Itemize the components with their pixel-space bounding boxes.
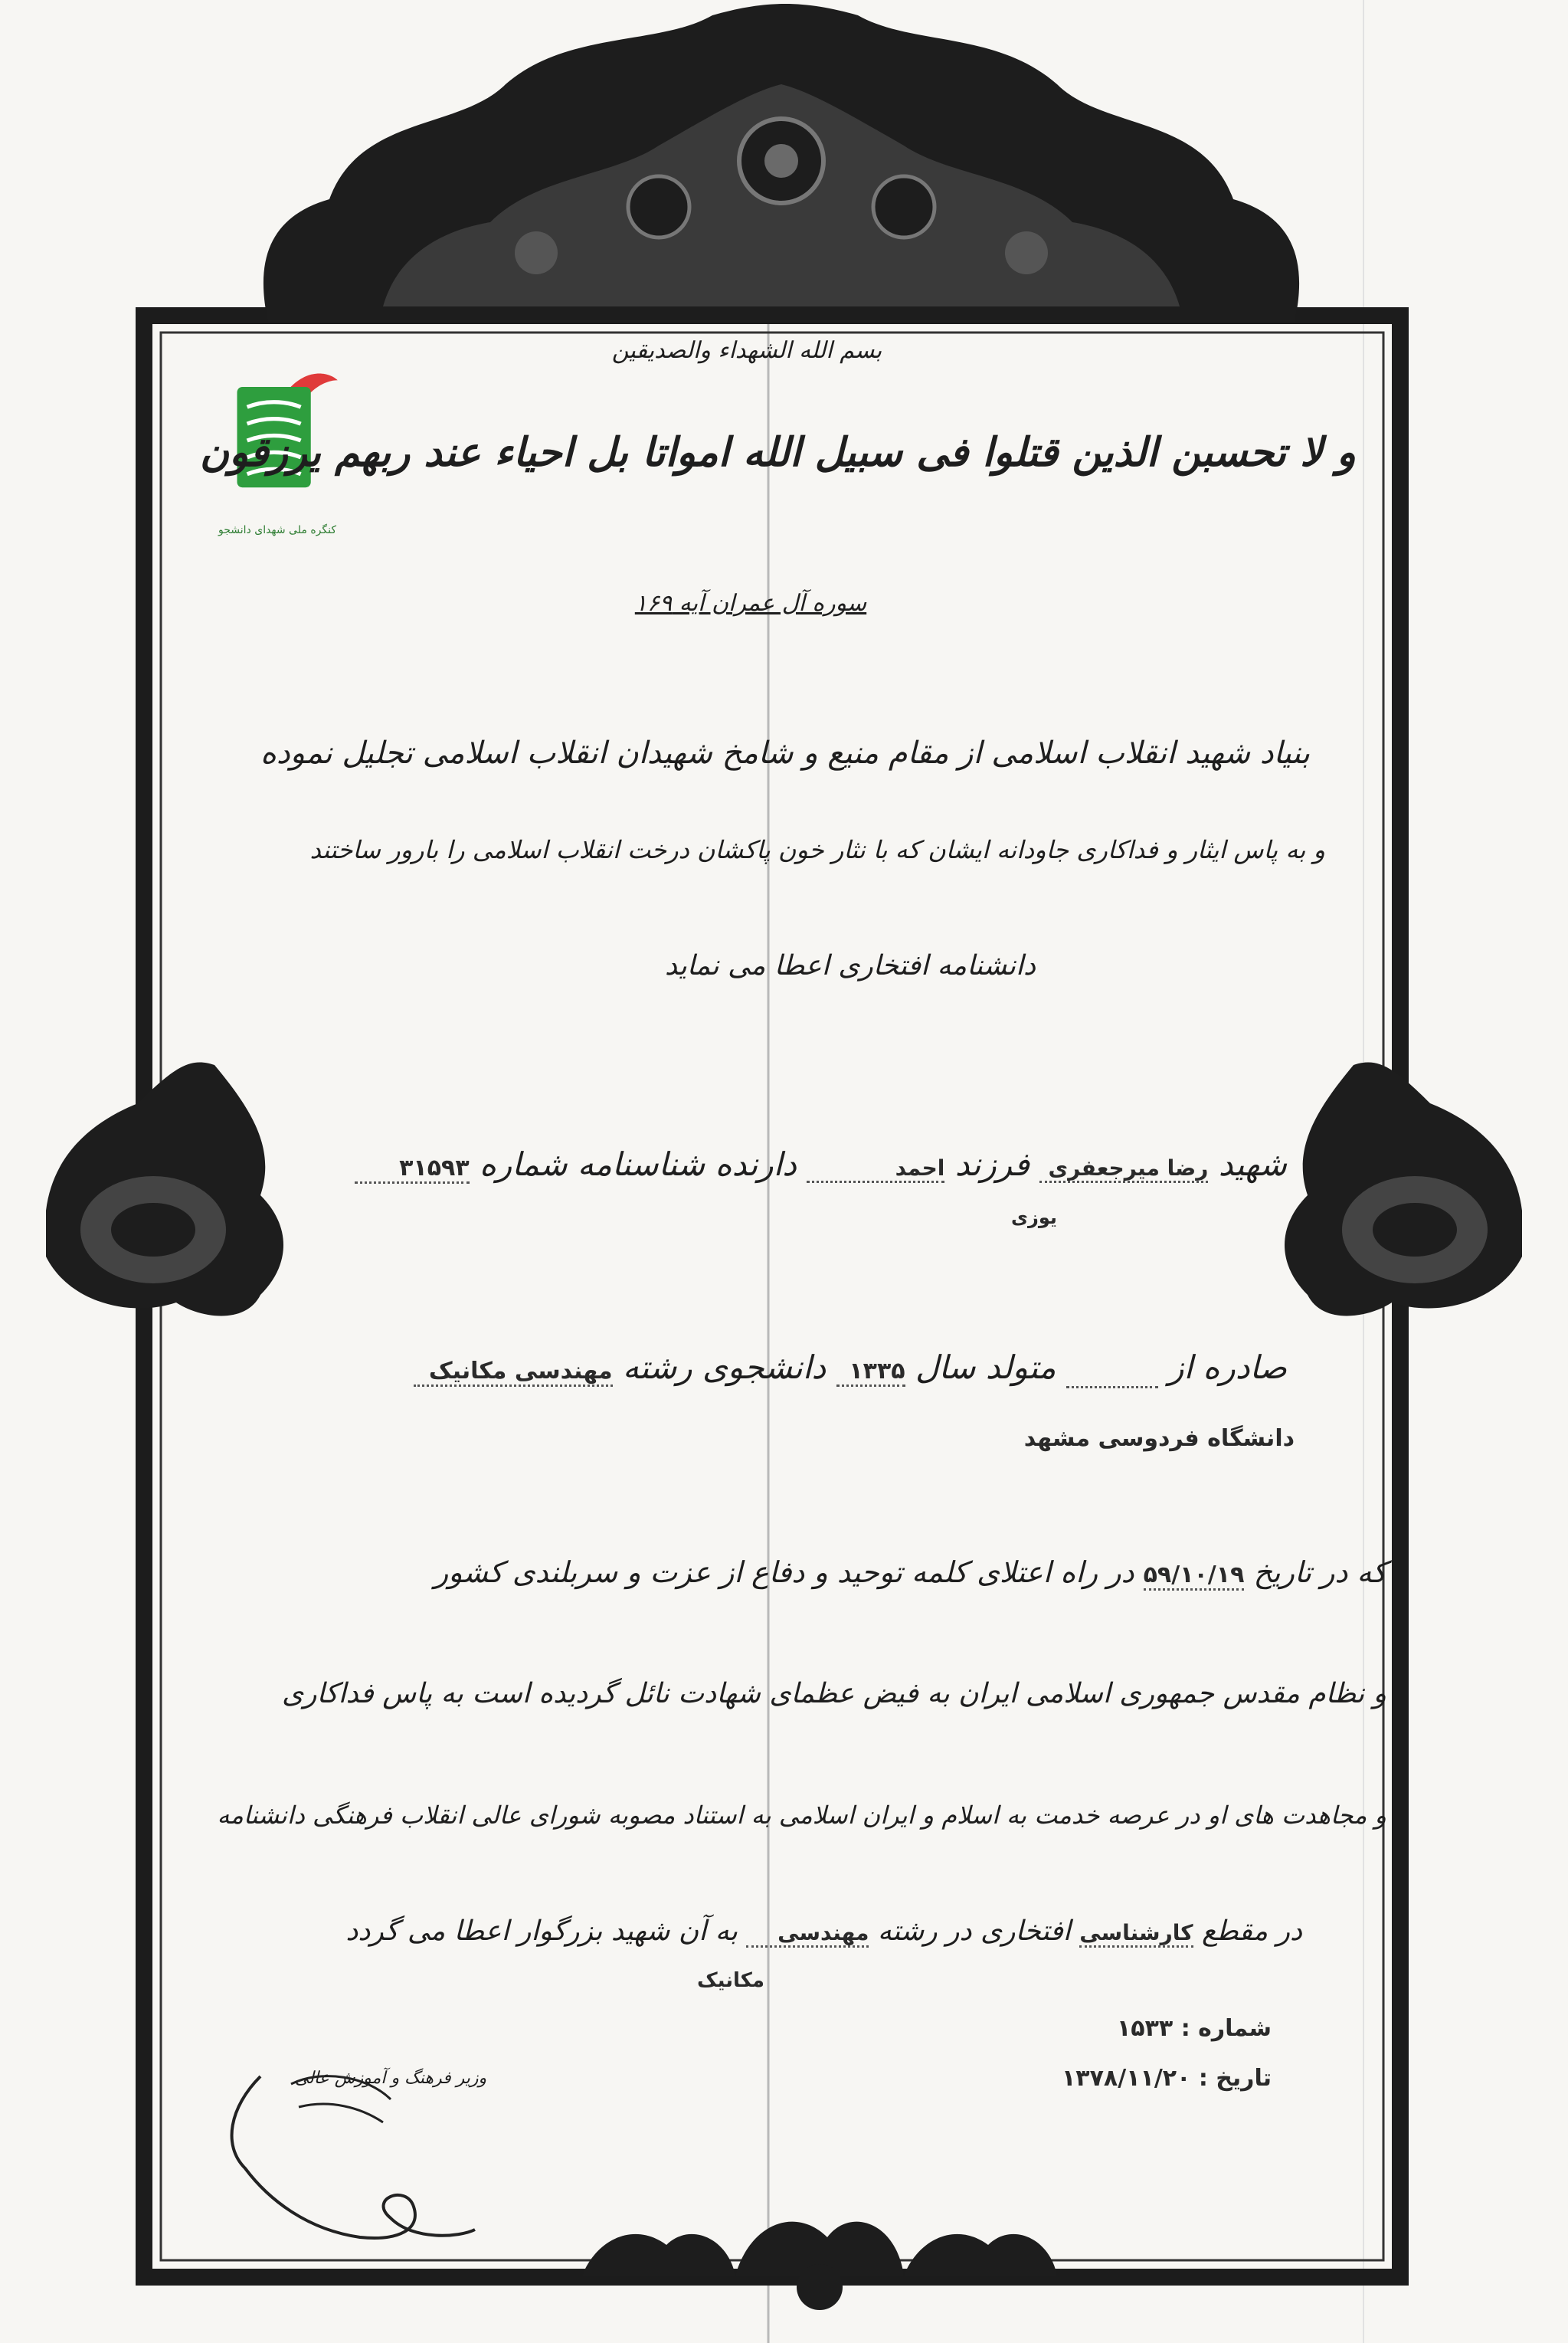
body-line-3: و مجاهدت های او در عرصه خدمت به اسلام و ایران اسلامی به استناد مصوبه شورای عالی انقلاب فرهنگی دانشنامه — [217, 1801, 1386, 1830]
body-line-4 — [291, 1915, 1302, 1948]
logo-caption: کنگره ملی شهدای دانشجو — [218, 524, 336, 536]
born-label: متولد سال — [915, 1348, 1056, 1386]
degree-field-2: مکانیک — [697, 1969, 764, 1992]
signature-scribble-icon — [214, 2053, 490, 2268]
intro-line-2: و به پاس ایثار و فداکاری جاودانه ایشان که با نثار خون پاکشان درخت انقلاب اسلامی را بارور ساختند — [309, 835, 1325, 864]
degree-mid: افتخاری در رشته — [877, 1915, 1071, 1947]
intro-line-3: دانشنامه افتخاری اعطا می نماید — [664, 950, 1036, 981]
birth-year: ۱۳۳۵ — [836, 1358, 905, 1387]
field-of-study: مهندسی مکانیک — [414, 1358, 613, 1387]
number-label: شماره : — [1180, 2015, 1272, 2042]
body-line-1 — [306, 1555, 1386, 1591]
child-of-label: فرزند — [954, 1145, 1030, 1183]
degree-field: مهندسی — [746, 1920, 869, 1948]
degree-prefix: در مقطع — [1201, 1915, 1302, 1947]
student-label: دانشجوی رشته — [622, 1348, 827, 1386]
body-line-2: و نظام مقدس جمهوری اسلامی ایران به فیض عظمای شهادت نائل گردیده است به پاس فداکاری — [281, 1678, 1386, 1709]
martyrdom-date: ۵۹/۱۰/۱۹ — [1144, 1561, 1245, 1591]
number-value: ۱۵۳۳ — [1116, 2015, 1174, 2042]
number-row — [965, 2015, 1272, 2042]
signature-title: وزیر فرهنگ و آموزش عالی — [294, 2069, 487, 2088]
degree-level: کارشناسی — [1079, 1920, 1193, 1948]
bismillah: بسم الله الشهداء والصدیقین — [611, 337, 882, 364]
issued-label: صادره از — [1168, 1348, 1287, 1386]
university: دانشگاه فردوسی مشهد — [1023, 1425, 1295, 1452]
id-label: دارنده شناسنامه شماره — [480, 1145, 797, 1183]
issued-blank — [1066, 1348, 1158, 1388]
body-line-1-rest: در راه اعتلای کلمه توحید و دفاع از عزت و سربلندی کشور — [434, 1555, 1134, 1589]
body-line-4-rest: به آن شهید بزرگوار اعطا می گردد — [345, 1915, 738, 1947]
quran-verse: و لا تحسبن الذین قتلوا فی سبیل الله امواتا بل احیاء عند ربهم یرزقون — [199, 429, 1356, 476]
id-number: ۳۱۵۹۳ — [355, 1155, 470, 1184]
date-value: ۱۳۷۸/۱۱/۲۰ — [1062, 2065, 1191, 2092]
intro-line-1: بنیاد شهید انقلاب اسلامی از مقام منیع و شامخ شهیدان انقلاب اسلامی تجلیل نموده — [260, 736, 1310, 771]
martyr-name-sub: یوزی — [1011, 1207, 1057, 1228]
martyr-label: شهید — [1218, 1145, 1287, 1183]
birth-study-line — [306, 1348, 1287, 1388]
date-row — [889, 2065, 1272, 2092]
father-name: احمد — [807, 1155, 944, 1183]
martyr-line — [276, 1145, 1287, 1184]
date-label: تاریخ : — [1198, 2065, 1272, 2092]
date-prefix: که در تاریخ — [1253, 1555, 1386, 1589]
verse-reference: سوره آل عمران آیه ۱۶۹ — [634, 590, 867, 617]
martyr-name: رضا میرجعفری — [1039, 1155, 1208, 1183]
